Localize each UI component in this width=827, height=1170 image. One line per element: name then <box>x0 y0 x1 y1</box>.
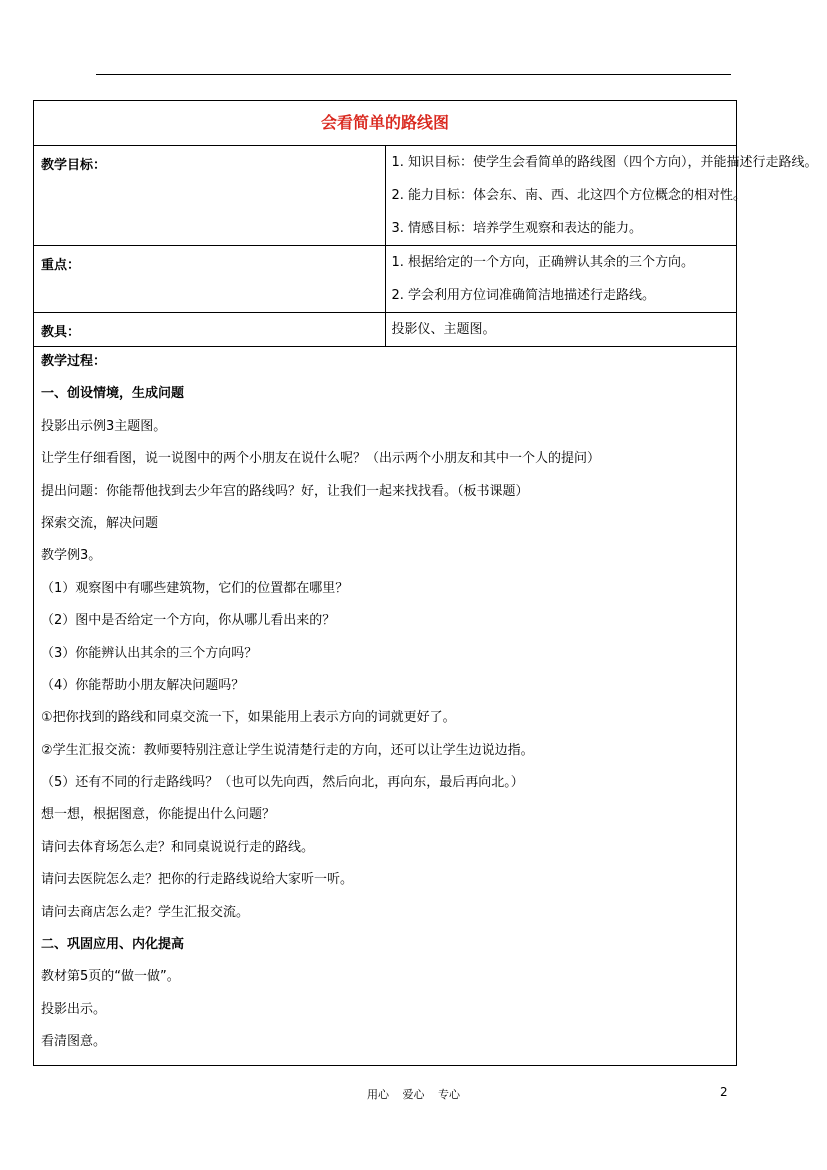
process-cell <box>34 347 737 1066</box>
title-cell <box>34 101 737 146</box>
objective-item: 2. 能力目标：体会东、南、西、北这四个方位概念的相对性。 <box>391 188 747 203</box>
page-number: 2 <box>720 1085 728 1099</box>
process-line: 投影出示例3主题图。 <box>41 418 167 434</box>
process-row <box>34 347 737 1066</box>
objectives-row <box>34 146 737 246</box>
process-line: ②学生汇报交流：教师要特别注意让学生说清楚行走的方向，还可以让学生边说边指。 <box>41 742 534 758</box>
tools-row <box>34 313 737 347</box>
tools-label: 教具： <box>34 313 386 347</box>
process-line: 请问去商店怎么走？学生汇报交流。 <box>41 904 250 920</box>
process-line: 看清图意。 <box>41 1034 107 1050</box>
process-line: 投影出示。 <box>41 1001 107 1017</box>
process-line: ①把你找到的路线和同桌交流一下，如果能用上表示方向的词就更好了。 <box>41 710 456 726</box>
process-heading: 教学过程： <box>41 354 107 369</box>
keypoint-item: 1. 根据给定的一个方向，正确辨认其余的三个方向。 <box>391 255 695 270</box>
process-line: 让学生仔细看图，说一说图中的两个小朋友在说什么呢？（出示两个小朋友和其中一个人的提问） <box>41 451 601 467</box>
process-line: 想一想，根据图意，你能提出什么问题？ <box>41 807 276 823</box>
lesson-plan-table <box>33 100 818 1066</box>
process-line: （4）你能帮助小朋友解决问题吗？ <box>41 677 245 693</box>
objective-item: 1. 知识目标：使学生会看简单的路线图（四个方向），并能描述行走路线。 <box>391 155 818 170</box>
title-row <box>34 101 737 146</box>
footer-motto: 用心 爱心 专心 <box>367 1088 460 1101</box>
header-rule <box>96 74 731 75</box>
keypoints-content <box>385 246 737 313</box>
process-line: （2）图中是否给定一个方向，你从哪儿看出来的？ <box>41 613 336 629</box>
objectives-content <box>385 146 818 246</box>
process-lines <box>41 352 736 1065</box>
process-line: 探索交流，解决问题 <box>41 515 159 531</box>
process-line: 请问去医院怎么走？把你的行走路线说给大家听一听。 <box>41 872 354 888</box>
tools-content <box>385 313 737 347</box>
process-line: 请问去体育场怎么走？和同桌说说行走的路线。 <box>41 839 315 855</box>
keypoints-label: 重点： <box>34 246 386 313</box>
process-line: （5）还有不同的行走路线吗？（也可以先向西，然后向北，再向东，最后再向北。） <box>41 775 524 791</box>
process-line: （1）观察图中有哪些建筑物，它们的位置都在哪里？ <box>41 580 349 596</box>
process-heading: 二、巩固应用、内化提高 <box>41 937 185 953</box>
process-line: （3）你能辨认出其余的三个方向吗？ <box>41 645 258 661</box>
objective-item: 3. 情感目标：培养学生观察和表达的能力。 <box>391 221 643 236</box>
process-line: 提出问题：你能帮他找到去少年宫的路线吗？好，让我们一起来找找看。（板书课题） <box>41 483 529 499</box>
keypoints-row <box>34 246 737 313</box>
keypoint-item: 2. 学会利用方位词准确简洁地描述行走路线。 <box>391 288 656 303</box>
process-heading: 一、创设情境，生成问题 <box>41 386 185 402</box>
objectives-label: 教学目标： <box>34 146 386 246</box>
process-line: 教学例3。 <box>41 548 102 564</box>
document-title: 会看简单的路线图 <box>320 113 449 132</box>
process-line: 教材第5页的“做一做”。 <box>41 969 180 985</box>
tools-text: 投影仪、主题图。 <box>391 322 496 337</box>
